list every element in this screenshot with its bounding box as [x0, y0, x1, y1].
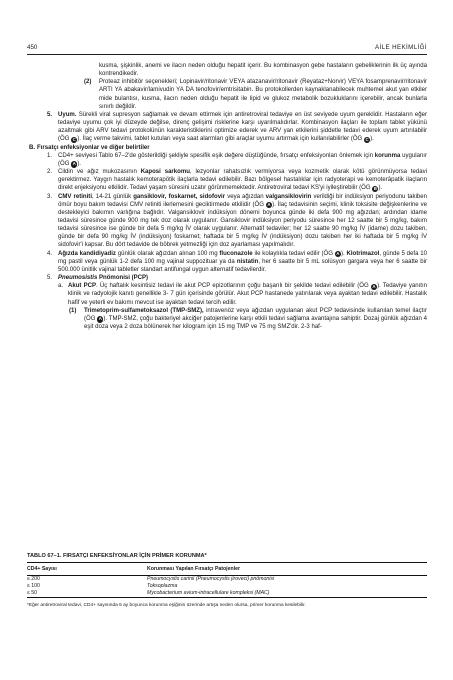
- list-item-2: [27, 78, 427, 111]
- item-text: ). Tedaviye yanıtın klinik ve radyolojik kanıtı genellikle 3- 7 gün içerisinde görülür. Akut PCP hastanede yatırılarak veya ayaktan tedavi edilebilir. Hastalık hafif ve yeterli ev bakımı mevcut ise ayaktan tedavi tercih edilir.: [68, 283, 427, 306]
- cell-pathogen: Toksoplazma: [147, 583, 178, 590]
- item-bold: Trimetoprim-sulfametoksazol (TMP-SMZ),: [84, 307, 204, 314]
- item-text: ).: [340, 250, 345, 257]
- item-bold: Kaposi sarkomu: [140, 169, 190, 176]
- item-text: CD4+ seviyesi Tablo 67–2'de gösterildiği şekliyle spesifik eşik değere düştüğünde, fırsatçı enfeksiyonları önlemek için: [58, 152, 373, 159]
- item-bold: Akut PCP: [68, 283, 97, 290]
- table-row: [27, 576, 427, 583]
- list-marker: 2.: [47, 169, 53, 176]
- item-bold: CMV retiniti: [58, 193, 92, 200]
- cell-cd4: ≤ 200: [27, 576, 40, 583]
- table: [27, 563, 427, 598]
- table-footnote: *Eğer antiretroviral tedavi, CD4+ sayısında 6 ay boyunca korunma eşiğinin üzerinde artışa neden olursa, primer korunma kesilebilir.: [27, 603, 306, 609]
- item-b5: [27, 274, 427, 282]
- section-b-heading: [27, 144, 427, 152]
- evidence-badge: A: [336, 251, 340, 257]
- list-marker: 5.: [47, 275, 53, 282]
- item-text: , lezyonlar rahatsızlık vermiyorsa veya kozmetik olarak kötü görünmüyorsa tedavi gerektirmez. Yaygın hastalık kemoterapötik ilaçlarla tedavi edilebilir. Bazı bölgesel hastalıklar için radyoterapi ve kemoterâpatik ilaçların direkt enjeksiyonu etkilidir. Tedavi yaşam süresini uzatır görünmemektedir. Antiretroviral tedavi KS'yi iyileştirebilir (ÖG: [58, 169, 427, 192]
- item-text: ile kolaylıkla tedavi edilir (ÖG: [254, 250, 333, 257]
- paragraph-continued: kusma, şişkinlik, anemi ve ilacın neden olduğu hepatit içerir. Bu kombinasyon gebe hastaların gebeliklerinin ilk üç ayında kontrendikedir.: [99, 63, 427, 78]
- item-b1: [27, 152, 427, 168]
- list-marker: 4.: [47, 250, 53, 257]
- item-bold-italic: Pneumosistis: [58, 275, 98, 282]
- item-bold: Pnömonisi (PCP): [99, 275, 149, 282]
- cell-pathogen: Pneumocystis carinii (Pneumocystis jiroveci) pnömonisi: [147, 576, 275, 583]
- list-marker: a.: [58, 283, 64, 290]
- item-bold: valgansiklovirin: [265, 193, 312, 200]
- list-marker: 3.: [47, 193, 53, 200]
- running-title: AİLE HEKİMLİĞİ: [374, 44, 427, 51]
- page-number: 450: [27, 44, 38, 51]
- item-text: günlük olarak ağızdan alınan 100 mg: [117, 250, 218, 257]
- cell-cd4: ≤ 50: [27, 590, 147, 598]
- item-bold: gansiklovir, foskarnet, sidofovir: [133, 193, 226, 200]
- item-b3: [27, 193, 427, 250]
- section-text: ). İlaç verme takvimi, tablet kutuları veya saat alarmları gibi araçlar uyumu artırmak için kullanılabilirler (ÖG: [77, 136, 363, 143]
- list-marker: (2): [84, 79, 92, 86]
- evidence-badge: A: [372, 283, 376, 289]
- item-b5a1: [27, 307, 427, 331]
- section-text: ).: [370, 136, 374, 143]
- item-text: , her 6 saatte bir 5 mL solüsyon gargara veya her 6 saatte bir 500.000 ünitlik vajinal tabletler standart antifungal uygun alternatif tedavilerdir.: [58, 258, 427, 273]
- item-bold: fluconazole: [219, 250, 253, 257]
- evidence-badge: A: [98, 316, 102, 322]
- item-bold: nistatin: [236, 258, 259, 265]
- item-text: uygulanır (ÖG: [58, 152, 427, 167]
- evidence-badge: A: [72, 161, 76, 167]
- table-title: TABLO 67–1. FIRSATÇI ENFEKSİYONLAR İÇİN PRİMER KORUNMA*: [27, 553, 427, 563]
- item-bold: Klotrimazol: [346, 250, 380, 257]
- item-text: . Üç haftalık kesintisiz tedavi ile akut PCP epizotlarının çoğu başarılı bir şekilde tedavi edilebilir (ÖG: [96, 283, 369, 290]
- item-text: Cildin ve ağız mukozasının: [58, 169, 137, 176]
- item-b4: [27, 250, 427, 274]
- cell-pathogen: Mycobacterium avium-intracellulare kompleksi (MAC): [147, 590, 427, 598]
- cell-cd4: ≤ 100: [27, 583, 40, 590]
- evidence-badge: C: [72, 136, 76, 142]
- item-text: ). TMP-SMZ, çoğu bakteriyel akciğer patojenlerine karşı etkili tedavi sağlama avantajına sahiptir. Dozaj günlük ağızdan 4 eşit doza veya 2 doza bölünerek her kilogram için 15 mg TMP ve 75 mg SMZ'dir. 2-3 haf-: [84, 315, 427, 330]
- item-text: , günde 5 defa 10 mg pastil veya günlük 1-2 defa 100 mg vajinal suppozituar ya da: [58, 250, 427, 265]
- table-row: [27, 590, 427, 598]
- item-text: verildiği bir indüksiyon periyodunu takiben ömür boyu bakım tedavisi CMV retiniti ilerlemesini geciktirmede etkilidir (ÖG: [58, 193, 427, 208]
- section-5-uyum: [27, 111, 427, 144]
- column-header-pathogen: Korunması Yapılan Fırsatçı Patojenler: [147, 563, 427, 576]
- item-text: ). İlaç tedavisinin seçimi, klinik toksisite değişkenlerine ve destekleyici bakımın varlığına bağlıdır. Valgansiklovir indüksiyon dönemi boyunca günde iki defa 900 mg ağızdan; ardından idame tedavisi süresince günde 900 mg tek doz olarak uygulanır. Gansiklovir indüksiyon periyodu süresince her 12 saatte bir 5 mg/kg, bakım tedavisi süresince ise günde bir defa 5 mg/kg İV olarak uygulanır. Alternatif tedaviler; her 12 saatte 90 mg/kg İV (idame) dozu takiben, günde bir defa 90 mg/kg İV (indüksiyon) foskarnet; haftada bir 5 mg/kg İV (indüksiyon) dozu takiben her iki haftada bir 5 mg/kg İV sidofovir'i kapsar. Bu dört tedavide de böbrek yetmezliği için doz ayarlaması yapılmalıdır.: [58, 201, 427, 249]
- main-text: [27, 62, 427, 331]
- item-text: intravenöz veya ağızdan uygulanan akut PCP tedavisinde kullanılan temel ilaçtır (ÖG: [84, 307, 427, 322]
- evidence-badge: A: [267, 202, 271, 208]
- list-text: Proteaz inhibitör seçenekleri; Lopinavir/ritonavir VEYA atazanavir/ritonavir (Reyataz+Norvir) VEYA fosamprenavir/ritonavir ARTI YA abakavir/lamivudin YA DA tenofovir/emtrisitabin. Bu protokollerden kaynaklanabilecek muhtemel akut yan etkiler mide bulantısı, kusma, ilacın neden olduğu hepatit ile lipid ve glukoz metabolik bozukluklarını içerebilir, ancak bunlarla sınırlı değildir.: [99, 79, 427, 110]
- evidence-badge: C: [365, 136, 369, 142]
- table-67-1: [27, 553, 427, 608]
- list-marker: 1.: [47, 152, 53, 159]
- item-text: , 14-21 günlük: [92, 193, 132, 200]
- item-b2: [27, 168, 427, 192]
- table-row: [27, 583, 427, 590]
- item-b5a: [27, 282, 427, 306]
- list-marker: 5.: [47, 111, 53, 118]
- page-header: [27, 42, 427, 55]
- table-header-row: [27, 563, 427, 576]
- list-marker: (1): [69, 307, 77, 314]
- section-marker: B.: [29, 144, 36, 151]
- item-text: veya ağızdan: [227, 193, 264, 200]
- item-bold: korunma: [374, 152, 401, 159]
- item-text: ).: [378, 185, 383, 192]
- item-text: ).: [77, 160, 81, 167]
- column-header-cd4: CD4+ Sayısı: [27, 563, 147, 576]
- section-text: Sürekli viral supresyon sağlamak ve devam ettirmek için antiretroviral tedaviye en üst seviyede uyum gereklidir. Hastaların eğer tedaviye uyumu çok iyi düzeyde değilse, direnç gelişimi risklerine karşı uyarılmalıdırlar. Kombinasyon ilaçları ile toplam tablet yükünü azaltmak gibi ARV tedavi protokolünün karakteristiklerini optimize ederek ve ARV yan etkilerini şiddetle tedavi ederek uyum artırılabilir (ÖG: [58, 111, 427, 143]
- item-bold: Ağızda kandidiyadiz: [58, 250, 116, 257]
- section-title: Fırsatçı enfeksiyonlar ve diğer belirtiler: [37, 144, 150, 151]
- section-title: Uyum.: [58, 111, 77, 118]
- evidence-badge: B: [373, 185, 377, 191]
